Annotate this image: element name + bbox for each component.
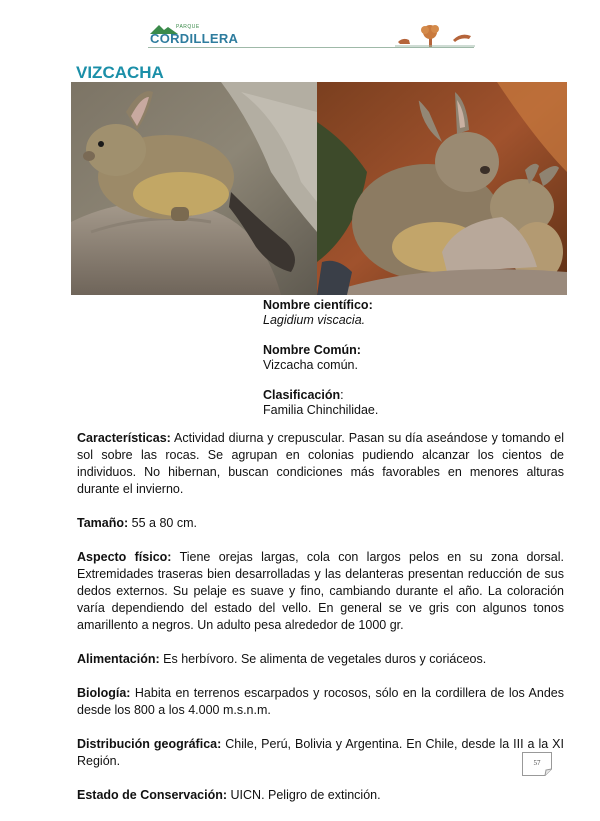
- page-number-box: [522, 752, 552, 776]
- distribution-paragraph: [77, 736, 564, 770]
- section-label: Tamaño:: [77, 516, 129, 530]
- classification-label: Clasificación: [263, 388, 341, 402]
- section-text: Habita en terrenos escarpados y rocosos, sólo en la cordillera de los Andes desde los 800 a los 4.000 m.s.n.m.: [77, 686, 564, 717]
- species-info-block: [263, 298, 563, 433]
- vizcacha-photo-right: [317, 82, 567, 295]
- section-label: Distribución geográfica:: [77, 737, 222, 751]
- header-decoration-icon: [395, 22, 475, 48]
- logo-main-text: CORDILLERA: [150, 31, 239, 46]
- logo-small-text: PARQUE: [176, 24, 200, 30]
- species-description: [77, 430, 564, 821]
- section-label: Alimentación:: [77, 652, 160, 666]
- section-text: Es herbívoro. Se alimenta de vegetales duros y coriáceos.: [159, 652, 487, 666]
- section-label: Características:: [77, 431, 171, 445]
- scientific-name-label: Nombre científico:: [263, 298, 373, 312]
- section-text: UICN. Peligro de extinción.: [227, 788, 381, 802]
- section-text: Chile, Perú, Bolivia y Argentina. En Chile, desde la III a la XI Región.: [77, 737, 564, 768]
- appearance-paragraph: [77, 549, 564, 634]
- classification-block: [263, 388, 563, 418]
- page-number: 57: [533, 759, 541, 767]
- vizcacha-photo-left: [71, 82, 317, 295]
- section-label: Aspecto físico:: [77, 550, 172, 564]
- park-logo: [150, 24, 239, 48]
- section-label: Biología:: [77, 686, 131, 700]
- section-label: Estado de Conservación:: [77, 788, 228, 802]
- section-text: Tiene orejas largas, cola con largos pelos en su zona dorsal. Extremidades traseras bien desarrolladas y las delanteras presentan reducción de sus dedos externos. Su pelaje es suave y fino, cambiando durante el año. La coloración varía dependiendo del estado del vello. En general se ve gris con algunos tonos amarillento a negros. Un adulto pesa alrededor de 1000 gr.: [77, 550, 564, 632]
- section-text: 55 a 80 cm.: [128, 516, 197, 530]
- size-paragraph: [77, 515, 564, 532]
- section-text: Actividad diurna y crepuscular. Pasan su día aseándose y tomando el sol sobre las rocas. Se agrupan en colonias pudiendo alcanzar los cientos de individuos. No hibernan, buscan condiciones más favorables en menores alturas durante el invierno.: [77, 431, 564, 496]
- page-title: VIZCACHA: [76, 63, 164, 82]
- common-name-value: Vizcacha común.: [263, 358, 358, 372]
- scientific-name-block: [263, 298, 563, 328]
- classification-value: Familia Chinchilidae.: [263, 403, 379, 417]
- conservation-paragraph: [77, 787, 564, 804]
- characteristics-paragraph: [77, 430, 564, 498]
- biology-paragraph: [77, 685, 564, 719]
- classification-colon: :: [340, 388, 344, 402]
- common-name-label: Nombre Común:: [263, 343, 361, 357]
- common-name-block: [263, 343, 563, 373]
- diet-paragraph: [77, 651, 564, 668]
- scientific-name-value: Lagidium viscacia.: [263, 313, 366, 327]
